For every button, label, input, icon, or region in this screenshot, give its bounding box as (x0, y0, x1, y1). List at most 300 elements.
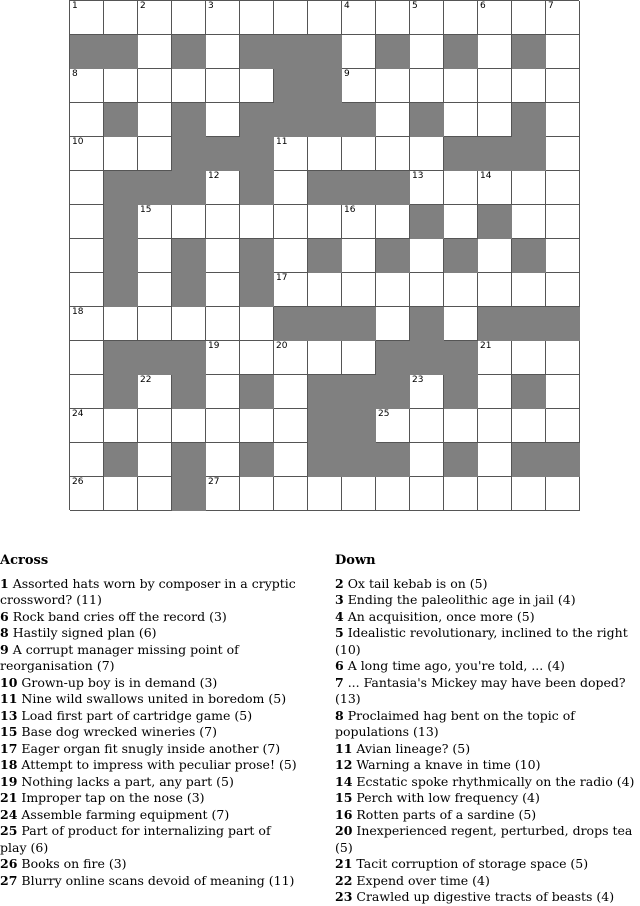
down-clue (335, 774, 640, 791)
grid-cell[interactable] (206, 1, 240, 35)
clue-number: 16 (344, 205, 356, 215)
down-clue (335, 807, 640, 824)
grid-cell[interactable] (376, 273, 410, 307)
clue-text: An acquisition, once more (5) (347, 608, 535, 624)
across-clue (0, 741, 300, 758)
black-square (410, 103, 444, 137)
grid-cell[interactable] (274, 273, 308, 307)
grid-cell[interactable] (546, 273, 580, 307)
grid-cell[interactable] (240, 69, 274, 103)
black-square (172, 35, 206, 69)
clue-number: 13 (412, 171, 424, 181)
grid-cell[interactable] (138, 103, 172, 137)
grid-cell[interactable] (104, 69, 138, 103)
grid-cell[interactable] (546, 171, 580, 205)
grid-cell[interactable] (410, 1, 444, 35)
black-square (138, 171, 172, 205)
grid-cell[interactable] (206, 443, 240, 477)
black-square (138, 341, 172, 375)
black-square (376, 35, 410, 69)
grid-cell[interactable] (546, 1, 580, 35)
clue-number: 10 (72, 137, 84, 147)
grid-cell[interactable] (274, 375, 308, 409)
across-clue (0, 873, 300, 890)
grid-cell[interactable] (410, 477, 444, 511)
black-square (274, 35, 308, 69)
clue-number: 23 (412, 375, 424, 385)
grid-cell[interactable] (478, 171, 512, 205)
grid-cell[interactable] (546, 103, 580, 137)
across-clue-list (0, 576, 300, 890)
black-square (104, 443, 138, 477)
clue-number: 18 (72, 307, 84, 317)
grid-cell[interactable] (478, 443, 512, 477)
down-clue-list (335, 576, 640, 906)
grid-cell[interactable] (70, 443, 104, 477)
grid-cell[interactable] (478, 375, 512, 409)
down-clues (335, 553, 640, 906)
clue-text: Books on fire (3) (21, 856, 127, 871)
clue-text: Blurry online scans devoid of meaning (11) (21, 872, 295, 888)
grid-cell[interactable] (274, 205, 308, 239)
grid-cell[interactable] (70, 341, 104, 375)
black-square (274, 69, 308, 103)
black-square (308, 409, 342, 443)
grid-cell[interactable] (70, 477, 104, 511)
grid-cell[interactable] (478, 477, 512, 511)
grid-cell[interactable] (308, 273, 342, 307)
grid-cell[interactable] (138, 1, 172, 35)
grid-cell[interactable] (206, 409, 240, 443)
grid-cell[interactable] (70, 307, 104, 341)
clue-number: 26 (0, 856, 18, 871)
clue-number: 24 (0, 806, 18, 822)
grid-cell[interactable] (206, 307, 240, 341)
black-square (240, 103, 274, 137)
clue-text: Ecstatic spoke rhythmically on the radio (4) (356, 773, 635, 789)
grid-cell[interactable] (138, 239, 172, 273)
clue-number: 9 (0, 641, 9, 657)
grid-cell[interactable] (444, 103, 478, 137)
black-square (240, 443, 274, 477)
black-square (172, 171, 206, 205)
black-square (376, 443, 410, 477)
clue-number: 1 (0, 575, 9, 591)
across-clue (0, 625, 300, 642)
grid-cell[interactable] (342, 341, 376, 375)
grid-cell[interactable] (274, 341, 308, 375)
black-square (342, 103, 376, 137)
black-square (172, 477, 206, 511)
clue-number: 2 (140, 1, 146, 11)
grid-cell[interactable] (444, 477, 478, 511)
black-square (444, 35, 478, 69)
grid-cell[interactable] (376, 103, 410, 137)
grid-cell[interactable] (70, 273, 104, 307)
grid-cell[interactable] (172, 307, 206, 341)
grid-cell[interactable] (274, 137, 308, 171)
grid-cell[interactable] (70, 69, 104, 103)
grid-cell[interactable] (444, 1, 478, 35)
grid-cell[interactable] (512, 273, 546, 307)
black-square (478, 307, 512, 341)
grid-cell[interactable] (512, 171, 546, 205)
black-square (274, 307, 308, 341)
clue-text: Rotten parts of a sardine (5) (356, 806, 537, 822)
black-square (342, 171, 376, 205)
grid-cell[interactable] (240, 307, 274, 341)
grid-cell[interactable] (478, 35, 512, 69)
black-square (376, 171, 410, 205)
black-square (274, 103, 308, 137)
grid-cell[interactable] (274, 239, 308, 273)
black-square (240, 239, 274, 273)
black-square (308, 171, 342, 205)
black-square (206, 137, 240, 171)
grid-cell[interactable] (512, 477, 546, 511)
grid-cell[interactable] (274, 1, 308, 35)
grid-cell[interactable] (206, 477, 240, 511)
grid-cell[interactable] (138, 409, 172, 443)
grid-cell[interactable] (342, 69, 376, 103)
clue-number: 4 (335, 608, 344, 624)
grid-cell[interactable] (410, 35, 444, 69)
grid-cell[interactable] (546, 375, 580, 409)
grid-cell[interactable] (410, 239, 444, 273)
clue-number: 20 (335, 823, 353, 838)
clue-text: Inexperienced regent, perturbed, drops tea (5) (335, 823, 633, 855)
clue-number: 25 (378, 409, 390, 419)
clue-text: Load first part of cartridge game (5) (21, 707, 253, 723)
black-square (410, 205, 444, 239)
grid-cell[interactable] (104, 477, 138, 511)
down-clue (335, 625, 640, 658)
clue-number: 8 (0, 625, 9, 640)
clue-number: 25 (0, 823, 18, 838)
down-clue (335, 658, 640, 675)
grid-cell[interactable] (546, 239, 580, 273)
grid-cell[interactable] (274, 171, 308, 205)
grid-cell[interactable] (104, 1, 138, 35)
grid-cell[interactable] (546, 409, 580, 443)
grid-cell[interactable] (104, 307, 138, 341)
clue-text: Eager organ fit snugly inside another (7) (21, 740, 281, 756)
grid-cell[interactable] (410, 171, 444, 205)
grid-cell[interactable] (410, 69, 444, 103)
grid-cell[interactable] (478, 273, 512, 307)
black-square (308, 35, 342, 69)
black-square (240, 137, 274, 171)
crossword-grid (69, 0, 579, 510)
grid-cell[interactable] (444, 273, 478, 307)
clue-text: Tacit corruption of storage space (5) (356, 856, 589, 871)
black-square (376, 375, 410, 409)
grid-cell[interactable] (546, 137, 580, 171)
clue-number: 17 (0, 740, 18, 756)
grid-cell[interactable] (444, 171, 478, 205)
grid-cell[interactable] (410, 273, 444, 307)
black-square (104, 35, 138, 69)
clue-text: Nothing lacks a part, any part (5) (21, 773, 234, 789)
grid-cell[interactable] (478, 1, 512, 35)
clue-text: Perch with low frequency (4) (356, 790, 540, 805)
clue-text: Rock band cries off the record (3) (12, 608, 227, 624)
black-square (104, 375, 138, 409)
across-clue (0, 642, 300, 675)
black-square (308, 443, 342, 477)
grid-cell[interactable] (70, 1, 104, 35)
grid-cell[interactable] (206, 171, 240, 205)
across-clue (0, 576, 300, 609)
clue-text: Expend over time (4) (356, 872, 490, 888)
grid-cell[interactable] (478, 341, 512, 375)
grid-cell[interactable] (206, 69, 240, 103)
clue-number: 11 (335, 740, 353, 756)
down-clue (335, 609, 640, 626)
grid-cell[interactable] (444, 307, 478, 341)
down-clue (335, 675, 640, 708)
clue-text: Idealistic revolutionary, inclined to the right (10) (335, 625, 628, 657)
black-square (376, 239, 410, 273)
grid-cell[interactable] (138, 69, 172, 103)
grid-cell[interactable] (104, 409, 138, 443)
black-square (512, 375, 546, 409)
grid-cell[interactable] (308, 477, 342, 511)
clue-text: Improper tap on the nose (3) (21, 790, 205, 805)
down-clue (335, 790, 640, 807)
clue-text: ... Fantasia's Mickey may have been doped? (13) (335, 674, 626, 706)
clue-number: 3 (208, 1, 214, 11)
grid-cell[interactable] (138, 137, 172, 171)
grid-cell[interactable] (70, 205, 104, 239)
black-square (172, 273, 206, 307)
grid-cell[interactable] (138, 205, 172, 239)
clue-number: 22 (140, 375, 152, 385)
grid-cell[interactable] (512, 341, 546, 375)
grid-cell[interactable] (376, 477, 410, 511)
clue-number: 1 (72, 1, 78, 11)
grid-cell[interactable] (410, 137, 444, 171)
black-square (512, 137, 546, 171)
clue-number: 19 (0, 773, 18, 789)
grid-cell[interactable] (240, 477, 274, 511)
grid-cell[interactable] (172, 1, 206, 35)
grid-cell[interactable] (308, 137, 342, 171)
grid-cell[interactable] (410, 409, 444, 443)
grid-cell[interactable] (206, 273, 240, 307)
grid-cell[interactable] (70, 239, 104, 273)
grid-cell[interactable] (444, 409, 478, 443)
clue-number: 7 (335, 674, 344, 690)
clue-number: 5 (335, 625, 344, 640)
grid-cell[interactable] (546, 35, 580, 69)
grid-cell[interactable] (206, 239, 240, 273)
grid-cell[interactable] (274, 477, 308, 511)
clue-text: Attempt to impress with peculiar prose! (5) (21, 757, 297, 772)
clue-number: 6 (335, 658, 344, 673)
black-square (240, 375, 274, 409)
grid-cell[interactable] (512, 1, 546, 35)
grid-cell[interactable] (478, 69, 512, 103)
black-square (444, 137, 478, 171)
black-square (308, 375, 342, 409)
black-square (512, 443, 546, 477)
grid-cell[interactable] (138, 375, 172, 409)
grid-cell[interactable] (172, 69, 206, 103)
grid-cell[interactable] (376, 1, 410, 35)
black-square (70, 35, 104, 69)
grid-cell[interactable] (376, 137, 410, 171)
clue-text: Ox tail kebab is on (5) (347, 575, 488, 591)
grid-cell[interactable] (70, 137, 104, 171)
grid-cell[interactable] (546, 205, 580, 239)
black-square (172, 103, 206, 137)
clue-number: 10 (0, 674, 18, 690)
clue-text: Proclaimed hag bent on the topic of populations (13) (335, 707, 575, 739)
clue-text: Grown-up boy is in demand (3) (21, 674, 218, 690)
black-square (512, 103, 546, 137)
clue-number: 26 (72, 477, 84, 487)
grid-cell[interactable] (512, 205, 546, 239)
black-square (444, 341, 478, 375)
grid-cell[interactable] (138, 35, 172, 69)
down-clue (335, 856, 640, 873)
across-clue (0, 807, 300, 824)
grid-cell[interactable] (206, 205, 240, 239)
clue-number: 27 (208, 477, 220, 487)
grid-cell[interactable] (410, 375, 444, 409)
clue-number: 21 (0, 790, 18, 805)
black-square (410, 307, 444, 341)
black-square (512, 307, 546, 341)
clue-text: A long time ago, you're told, ... (4) (347, 658, 565, 673)
clue-number: 23 (335, 889, 353, 904)
clue-text: Avian lineage? (5) (356, 740, 471, 756)
grid-cell[interactable] (376, 409, 410, 443)
grid-cell[interactable] (546, 341, 580, 375)
across-clue (0, 675, 300, 692)
clue-number: 19 (208, 341, 220, 351)
grid-cell[interactable] (274, 409, 308, 443)
grid-cell[interactable] (206, 35, 240, 69)
grid-cell[interactable] (444, 205, 478, 239)
clue-text: Base dog wrecked wineries (7) (21, 724, 217, 739)
grid-cell[interactable] (206, 375, 240, 409)
grid-cell[interactable] (172, 205, 206, 239)
black-square (444, 443, 478, 477)
black-square (104, 103, 138, 137)
black-square (410, 341, 444, 375)
grid-cell[interactable] (308, 1, 342, 35)
clue-text: Warning a knave in time (10) (356, 757, 541, 772)
down-clue (335, 757, 640, 774)
grid-cell[interactable] (546, 477, 580, 511)
grid-cell[interactable] (376, 205, 410, 239)
grid-cell[interactable] (342, 35, 376, 69)
grid-cell[interactable] (104, 137, 138, 171)
grid-cell[interactable] (70, 409, 104, 443)
black-square (478, 205, 512, 239)
grid-cell[interactable] (342, 477, 376, 511)
grid-cell[interactable] (376, 307, 410, 341)
grid-cell[interactable] (172, 409, 206, 443)
grid-cell[interactable] (70, 375, 104, 409)
grid-cell[interactable] (342, 239, 376, 273)
clue-number: 22 (335, 872, 353, 888)
black-square (172, 137, 206, 171)
clue-text: Hastily signed plan (6) (12, 625, 157, 640)
grid-cell[interactable] (138, 307, 172, 341)
grid-cell[interactable] (308, 205, 342, 239)
grid-cell[interactable] (240, 205, 274, 239)
grid-cell[interactable] (240, 409, 274, 443)
black-square (376, 341, 410, 375)
grid-cell[interactable] (138, 273, 172, 307)
grid-cell[interactable] (342, 273, 376, 307)
grid-cell[interactable] (512, 409, 546, 443)
clue-text: Assorted hats worn by composer in a cryptic crossword? (11) (0, 575, 296, 607)
clue-text: Crawled up digestive tracts of beasts (4) (356, 889, 615, 904)
clue-number: 17 (276, 273, 288, 283)
grid-cell[interactable] (478, 103, 512, 137)
grid-cell[interactable] (342, 1, 376, 35)
across-heading: Across (0, 553, 49, 568)
clue-text: Assemble farming equipment (7) (21, 806, 230, 822)
grid-cell[interactable] (240, 341, 274, 375)
black-square (308, 307, 342, 341)
grid-cell[interactable] (376, 69, 410, 103)
clue-text: Nine wild swallows united in boredom (5) (21, 691, 287, 706)
grid-cell[interactable] (444, 69, 478, 103)
clue-number: 11 (276, 137, 288, 147)
grid-cell[interactable] (512, 69, 546, 103)
black-square (308, 103, 342, 137)
clue-number: 3 (335, 592, 344, 607)
across-clue (0, 609, 300, 626)
across-clue (0, 823, 300, 856)
grid-cell[interactable] (478, 409, 512, 443)
black-square (478, 137, 512, 171)
grid-cell[interactable] (240, 1, 274, 35)
clue-number: 14 (480, 171, 492, 181)
black-square (512, 35, 546, 69)
grid-cell[interactable] (410, 443, 444, 477)
clue-number: 6 (480, 1, 486, 11)
grid-cell[interactable] (206, 103, 240, 137)
grid-cell[interactable] (342, 205, 376, 239)
clue-number: 7 (548, 1, 554, 11)
grid-cell[interactable] (206, 341, 240, 375)
grid-cell[interactable] (70, 103, 104, 137)
black-square (342, 307, 376, 341)
clue-number: 15 (335, 790, 353, 805)
grid-cell[interactable] (70, 171, 104, 205)
clue-number: 20 (276, 341, 288, 351)
black-square (104, 239, 138, 273)
clue-number: 13 (0, 707, 18, 723)
black-square (104, 341, 138, 375)
black-square (308, 239, 342, 273)
grid-cell[interactable] (308, 341, 342, 375)
grid-cell[interactable] (138, 443, 172, 477)
grid-cell[interactable] (274, 443, 308, 477)
grid-cell[interactable] (342, 137, 376, 171)
grid-cell[interactable] (478, 239, 512, 273)
clue-number: 4 (344, 1, 350, 11)
grid-cell[interactable] (546, 69, 580, 103)
clue-number: 21 (480, 341, 492, 351)
grid-cell[interactable] (138, 477, 172, 511)
